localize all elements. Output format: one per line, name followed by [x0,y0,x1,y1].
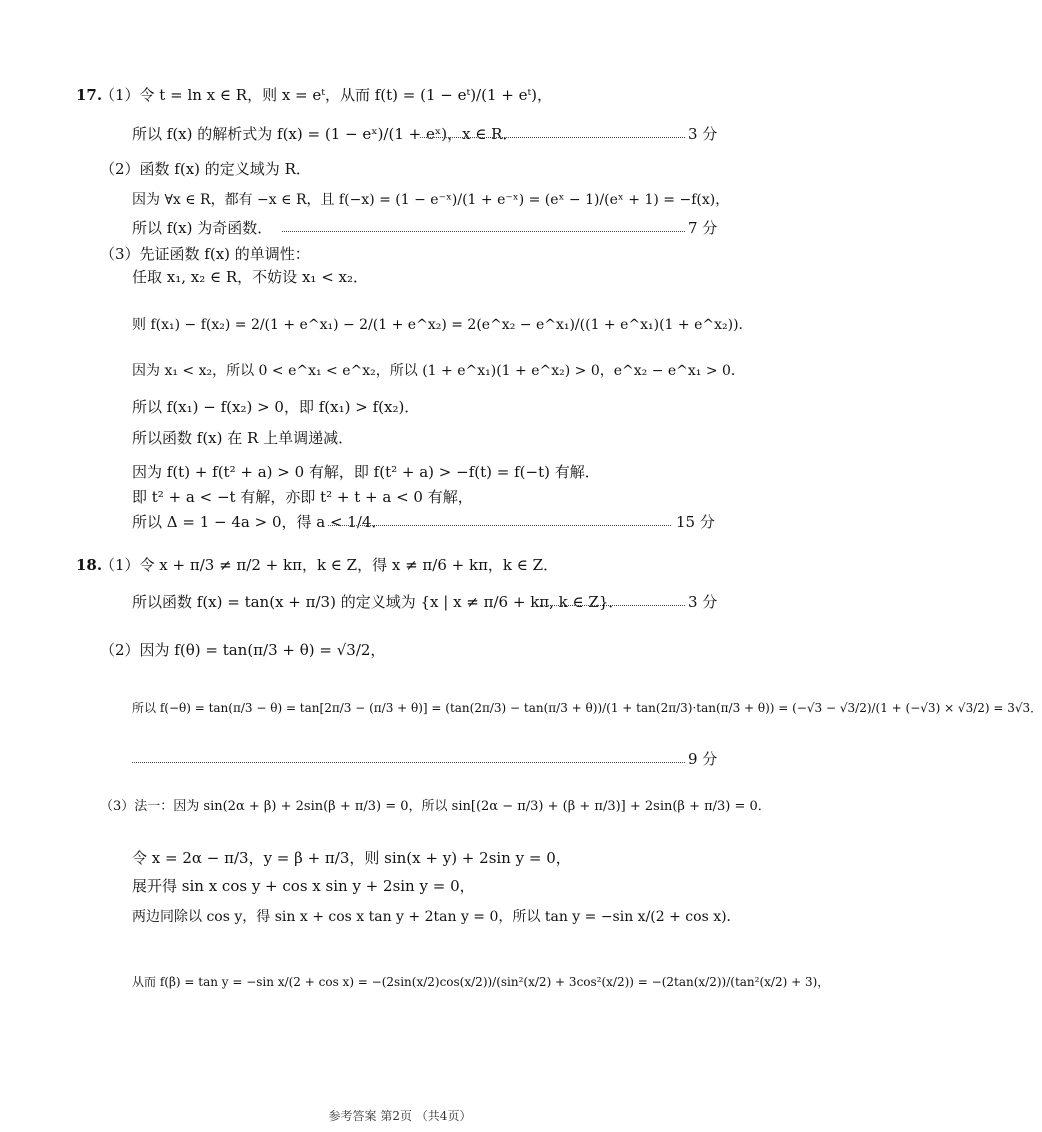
q17-p3-text2: 任取 x₁, x₂ ∈ R，不妨设 x₁ < x₂． [132,268,369,286]
q17-p3-text6: 所以函数 f(x) 在 R 上单调递减． [132,429,354,447]
q18-p3-text3: 展开得 sin x cos y + cos x sin y + 2sin y = 0， [132,877,475,895]
q17-number: 17. [76,86,103,104]
q17-p3-text5: 所以 f(x₁) − f(x₂) > 0，即 f(x₁) > f(x₂)． [132,398,420,416]
q17-p3-text7: 因为 f(t) + f(t² + a) > 0 有解，即 f(t² + a) > −f(t) = f(−t) 有解． [132,463,600,481]
q17-p3-text3: 则 f(x₁) − f(x₂) = 2/(1 + e^x₁) − 2/(1 + e^x₂) = 2(e^x₂ − e^x₁)/((1 + e^x₁)(1 + e^x₂))． [132,317,753,333]
q17-p3-text9: 所以 Δ = 1 − 4a > 0，得 a < 1/4． [132,513,387,531]
q17-p2-text1: （2）函数 f(x) 的定义域为 R． [100,160,311,178]
q18-p3-text2: 令 x = 2α − π/3，y = β + π/3，则 sin(x + y) + 2sin y = 0， [132,849,571,867]
leader-dots [282,231,685,232]
q18-p2-text2: 所以 f(−θ) = tan(π/3 − θ) = tan[2π/3 − (π/3 + θ)] = (tan(2π/3) − tan(π/3 + θ))/(1 + tan(2π/3)·tan(π/3 + θ)) = (−√3 − √3/2)/(1 + (−√3) × √3/2) = 3√3． [132,701,1042,715]
leader-dots [540,605,685,606]
q17-p2-text3: 所以 f(x) 为奇函数． [132,219,273,237]
q18-p3-text4: 两边同除以 cos y，得 sin x + cos x tan y + 2tan y = 0，所以 tan y = −sin x/(2 + cos x)． [132,909,741,925]
page-footer: 参考答案 第2页 （共4页） [328,1109,472,1123]
q17-p3-score: 15 分 [676,513,715,531]
q18-number: 18. [76,556,103,574]
q17-p1-text2: 所以 f(x) 的解析式为 f(x) = (1 − eˣ)/(1 + eˣ)，x ∈ R． [132,125,518,143]
q18-p1-text1: （1）令 x + π/3 ≠ π/2 + kπ，k ∈ Z，得 x ≠ π/6 + kπ，k ∈ Z． [100,556,559,574]
q18-p1-text2: 所以函数 f(x) = tan(x + π/3) 的定义域为 {x | x ≠ π/6 + kπ, k ∈ Z}． [132,593,624,611]
leader-dots [420,137,685,138]
leader-dots [132,762,685,763]
q17-p3-text8: 即 t² + a < −t 有解，亦即 t² + t + a < 0 有解， [132,488,473,506]
q17-p3-text1: （3）先证函数 f(x) 的单调性： [100,245,310,263]
q17-p1-text1: （1）令 t = ln x ∈ R，则 x = eᵗ，从而 f(t) = (1 − eᵗ)/(1 + eᵗ)， [100,86,553,104]
q18-p3-text1: （3）法一：因为 sin(2α + β) + 2sin(β + π/3) = 0，所以 sin[(2α − π/3) + (β + π/3)] + 2sin(β + π/3) = 0． [100,799,771,814]
q17-p3-text4: 因为 x₁ < x₂，所以 0 < e^x₁ < e^x₂，所以 (1 + e^x₁)(1 + e^x₂) > 0，e^x₂ − e^x₁ > 0． [132,363,745,379]
q17-p2-text2: 因为 ∀x ∈ R，都有 −x ∈ R，且 f(−x) = (1 − e⁻ˣ)/(1 + e⁻ˣ) = (eˣ − 1)/(eˣ + 1) = −f(x)， [132,192,730,208]
q18-p2-text1: （2）因为 f(θ) = tan(π/3 + θ) = √3/2， [100,641,386,659]
leader-dots [328,525,671,526]
q17-p1-score: 3 分 [688,125,718,143]
q18-p1-score: 3 分 [688,593,718,611]
q18-p2-score: 9 分 [688,750,718,768]
q17-p2-score: 7 分 [688,219,718,237]
q18-p3-text5: 从而 f(β) = tan y = −sin x/(2 + cos x) = −(2sin(x/2)cos(x/2))/(sin²(x/2) + 3cos²(x/2)) = −(2tan(x/2))/(tan²(x/2) + 3)， [132,975,830,989]
